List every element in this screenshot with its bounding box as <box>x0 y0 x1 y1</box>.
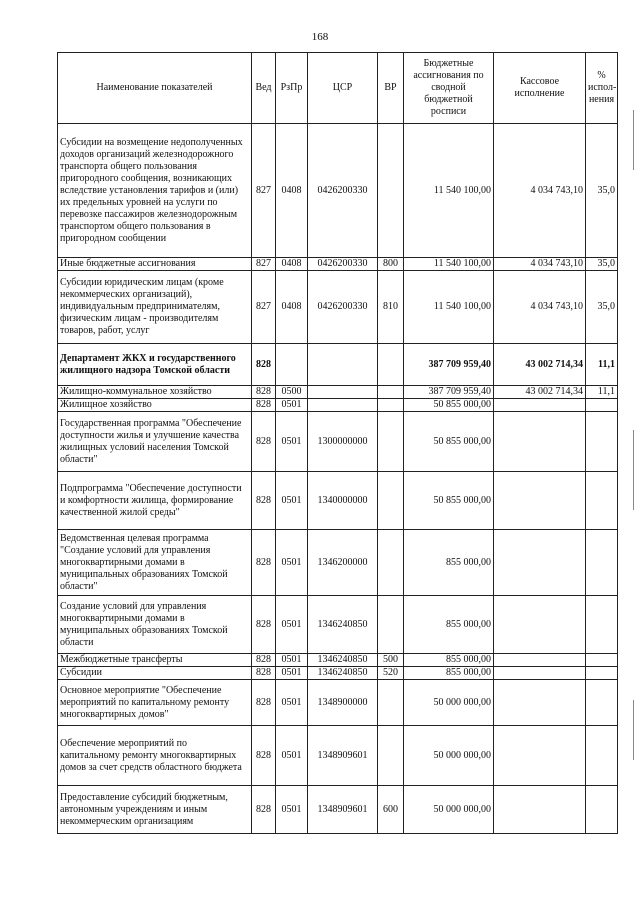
header-vr: ВР <box>378 53 404 124</box>
table-row <box>58 680 618 726</box>
cell-vr <box>378 124 404 258</box>
cell-name: Департамент ЖКХ и государственного жилищного надзора Томской области <box>58 344 252 386</box>
cell-cash <box>494 726 586 786</box>
cell-csr: 1348900000 <box>308 680 378 726</box>
header-rzpr: РзПр <box>276 53 308 124</box>
cell-rzpr: 0501 <box>276 680 308 726</box>
cell-vr: 800 <box>378 258 404 271</box>
cell-csr: 0426200330 <box>308 258 378 271</box>
cell-rzpr: 0501 <box>276 412 308 472</box>
cell-rzpr: 0408 <box>276 258 308 271</box>
cell-pct <box>586 472 618 530</box>
cell-budget: 11 540 100,00 <box>404 271 494 344</box>
cell-name: Обеспечение мероприятий по капитальному ремонту многоквартирных домов за счет средств областного бюджета <box>58 726 252 786</box>
cell-vr <box>378 472 404 530</box>
cell-cash <box>494 596 586 654</box>
cell-pct <box>586 786 618 834</box>
cell-pct <box>586 412 618 472</box>
cell-csr: 1340000000 <box>308 472 378 530</box>
cell-vr <box>378 412 404 472</box>
cell-ved: 828 <box>252 386 276 399</box>
table-row <box>58 530 618 596</box>
cell-csr <box>308 399 378 412</box>
cell-name: Основное мероприятие "Обеспечение мероприятий по капитальному ремонту многоквартирных домов" <box>58 680 252 726</box>
cell-pct <box>586 596 618 654</box>
cell-csr: 1348909601 <box>308 786 378 834</box>
cell-name: Государственная программа "Обеспечение доступности жилья и улучшение качества жилищных условий населения Томской области" <box>58 412 252 472</box>
cell-csr: 1300000000 <box>308 412 378 472</box>
cell-rzpr: 0501 <box>276 399 308 412</box>
cell-rzpr: 0501 <box>276 654 308 667</box>
cell-name: Жилищно-коммунальное хозяйство <box>58 386 252 399</box>
table-row <box>58 271 618 344</box>
cell-csr: 0426200330 <box>308 124 378 258</box>
table-row <box>58 412 618 472</box>
cell-cash <box>494 680 586 726</box>
cell-name: Субсидии <box>58 667 252 680</box>
cell-csr: 1346240850 <box>308 654 378 667</box>
cell-budget: 387 709 959,40 <box>404 344 494 386</box>
cell-ved: 827 <box>252 124 276 258</box>
cell-name: Предоставление субсидий бюджетным, автономным учреждениям и иным некоммерческим организациям <box>58 786 252 834</box>
table-row <box>58 386 618 399</box>
cell-ved: 828 <box>252 472 276 530</box>
cell-csr: 1348909601 <box>308 726 378 786</box>
header-csr: ЦСР <box>308 53 378 124</box>
cell-name: Создание условий для управления многоквартирными домами в муниципальных образованиях Томской области <box>58 596 252 654</box>
cell-ved: 827 <box>252 271 276 344</box>
header-cash: Кассовое исполнение <box>494 53 586 124</box>
header-pct: % испол-нения <box>586 53 618 124</box>
table-row <box>58 344 618 386</box>
cell-pct <box>586 680 618 726</box>
cell-pct <box>586 726 618 786</box>
cell-rzpr: 0501 <box>276 530 308 596</box>
cell-cash: 4 034 743,10 <box>494 271 586 344</box>
table-header-row <box>58 53 618 124</box>
cell-pct <box>586 530 618 596</box>
cell-rzpr <box>276 344 308 386</box>
cell-cash <box>494 472 586 530</box>
cell-ved: 828 <box>252 596 276 654</box>
cell-budget: 50 000 000,00 <box>404 680 494 726</box>
cell-csr: 1346200000 <box>308 530 378 596</box>
cell-vr <box>378 344 404 386</box>
cell-budget: 50 000 000,00 <box>404 726 494 786</box>
cell-name: Жилищное хозяйство <box>58 399 252 412</box>
table-row <box>58 667 618 680</box>
cell-pct <box>586 399 618 412</box>
cell-pct: 35,0 <box>586 124 618 258</box>
cell-budget: 50 855 000,00 <box>404 399 494 412</box>
cell-name: Межбюджетные трансферты <box>58 654 252 667</box>
scan-edge-mark <box>633 700 634 760</box>
cell-cash <box>494 399 586 412</box>
cell-name: Подпрограмма "Обеспечение доступности и комфортности жилища, формирование качественной жилой среды" <box>58 472 252 530</box>
cell-vr: 810 <box>378 271 404 344</box>
cell-cash: 43 002 714,34 <box>494 386 586 399</box>
cell-csr: 1346240850 <box>308 667 378 680</box>
cell-budget: 50 855 000,00 <box>404 412 494 472</box>
cell-vr: 520 <box>378 667 404 680</box>
cell-ved: 828 <box>252 667 276 680</box>
scan-edge-mark <box>633 430 634 510</box>
header-name: Наименование показателей <box>58 53 252 124</box>
budget-table <box>57 52 618 834</box>
table-row <box>58 124 618 258</box>
table-row <box>58 726 618 786</box>
cell-vr <box>378 726 404 786</box>
cell-cash <box>494 667 586 680</box>
cell-cash: 4 034 743,10 <box>494 258 586 271</box>
cell-rzpr: 0500 <box>276 386 308 399</box>
cell-pct: 11,1 <box>586 344 618 386</box>
cell-ved: 828 <box>252 399 276 412</box>
cell-vr <box>378 399 404 412</box>
cell-rzpr: 0501 <box>276 596 308 654</box>
cell-pct <box>586 667 618 680</box>
table-row <box>58 472 618 530</box>
cell-name: Иные бюджетные ассигнования <box>58 258 252 271</box>
cell-name: Субсидии на возмещение недополученных доходов организаций железнодорожного транспорта общего пользования пригородного сообщения, возникающих вследствие установления тарифов и (или) их предельных уровней на услуги по перевозке пассажиров железнодорожным транспортом общего пользования в пригородном сообщении <box>58 124 252 258</box>
cell-name: Субсидии юридическим лицам (кроме некоммерческих организаций), индивидуальным предпринимателям, физическим лицам - производителям товаров, работ, услуг <box>58 271 252 344</box>
cell-ved: 828 <box>252 530 276 596</box>
cell-pct <box>586 654 618 667</box>
cell-budget: 11 540 100,00 <box>404 258 494 271</box>
cell-name: Ведомственная целевая программа "Создание условий для управления многоквартирными домами в муниципальных образованиях Томской области" <box>58 530 252 596</box>
cell-vr <box>378 530 404 596</box>
header-ved: Вед <box>252 53 276 124</box>
cell-vr: 500 <box>378 654 404 667</box>
page-number: 168 <box>311 31 329 43</box>
cell-ved: 828 <box>252 680 276 726</box>
cell-pct: 11,1 <box>586 386 618 399</box>
cell-csr <box>308 344 378 386</box>
cell-rzpr: 0501 <box>276 667 308 680</box>
cell-budget: 50 000 000,00 <box>404 786 494 834</box>
cell-ved: 828 <box>252 654 276 667</box>
cell-vr <box>378 596 404 654</box>
table-row <box>58 399 618 412</box>
cell-rzpr: 0408 <box>276 271 308 344</box>
cell-budget: 855 000,00 <box>404 667 494 680</box>
cell-csr <box>308 386 378 399</box>
cell-rzpr: 0501 <box>276 786 308 834</box>
cell-rzpr: 0501 <box>276 726 308 786</box>
cell-ved: 827 <box>252 258 276 271</box>
cell-ved: 828 <box>252 786 276 834</box>
table-row <box>58 596 618 654</box>
table-row <box>58 654 618 667</box>
scan-edge-mark <box>633 110 634 170</box>
cell-vr <box>378 680 404 726</box>
cell-budget: 855 000,00 <box>404 596 494 654</box>
cell-cash <box>494 786 586 834</box>
cell-rzpr: 0408 <box>276 124 308 258</box>
cell-vr <box>378 386 404 399</box>
cell-cash <box>494 412 586 472</box>
cell-pct: 35,0 <box>586 258 618 271</box>
table-row <box>58 258 618 271</box>
cell-ved: 828 <box>252 412 276 472</box>
cell-vr: 600 <box>378 786 404 834</box>
table-body <box>58 124 618 834</box>
cell-cash <box>494 654 586 667</box>
cell-cash: 4 034 743,10 <box>494 124 586 258</box>
table-row <box>58 786 618 834</box>
cell-budget: 50 855 000,00 <box>404 472 494 530</box>
cell-pct: 35,0 <box>586 271 618 344</box>
cell-rzpr: 0501 <box>276 472 308 530</box>
cell-ved: 828 <box>252 726 276 786</box>
cell-budget: 855 000,00 <box>404 654 494 667</box>
cell-csr: 1346240850 <box>308 596 378 654</box>
cell-budget: 11 540 100,00 <box>404 124 494 258</box>
cell-budget: 855 000,00 <box>404 530 494 596</box>
header-budget: Бюджетные ассигнования по сводной бюджетной росписи <box>404 53 494 124</box>
cell-ved: 828 <box>252 344 276 386</box>
cell-cash: 43 002 714,34 <box>494 344 586 386</box>
cell-budget: 387 709 959,40 <box>404 386 494 399</box>
cell-cash <box>494 530 586 596</box>
cell-csr: 0426200330 <box>308 271 378 344</box>
